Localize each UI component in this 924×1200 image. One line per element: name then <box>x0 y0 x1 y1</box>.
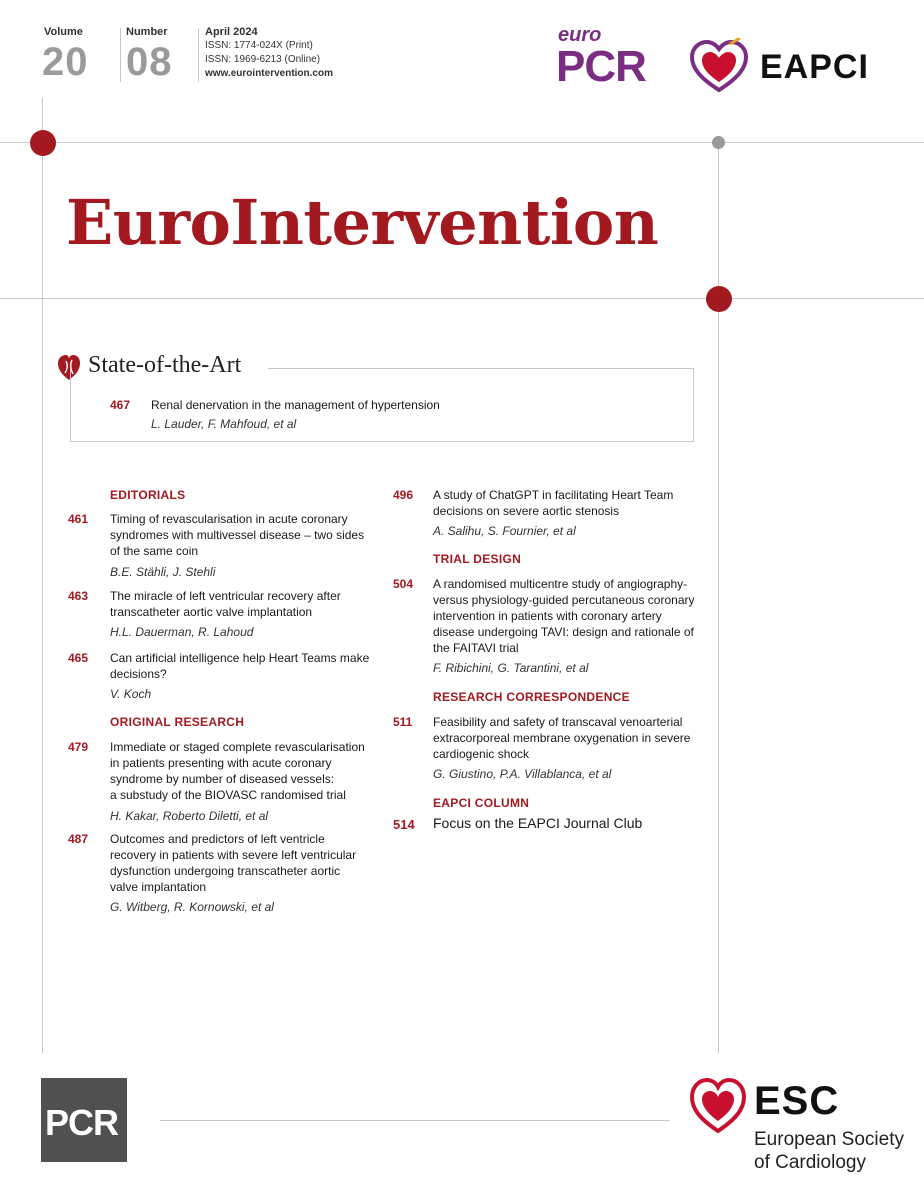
original-2-title-line: Outcomes and predictors of left ventricle <box>110 832 325 846</box>
issue-number-label: Number <box>126 26 168 38</box>
correspondence-authors: G. Giustino, P.A. Villablanca, et al <box>433 767 612 781</box>
editorial-3-title-line: decisions? <box>110 667 167 681</box>
chatgpt-study-authors: A. Salihu, S. Fournier, et al <box>433 524 576 538</box>
trial-design-title-line: A randomised multicentre study of angiography- <box>433 577 688 591</box>
pcr-box-logo-text: PCR <box>45 1102 119 1143</box>
original-2-title[interactable] <box>110 831 356 895</box>
editorial-2-title[interactable] <box>110 588 341 620</box>
original-1-title-line: Immediate or staged complete revascularisation <box>110 740 365 754</box>
original-1-title-line: syndrome by number of diseased vessels: <box>110 772 335 786</box>
section-original-research-heading: ORIGINAL RESEARCH <box>110 715 245 729</box>
red-dot-title-right <box>706 286 732 312</box>
original-2-page: 487 <box>68 832 89 846</box>
section-trial-design-heading: TRIAL DESIGN <box>433 552 522 566</box>
original-2-title-line: valve implantation <box>110 880 207 894</box>
section-research-correspondence-heading: RESEARCH CORRESPONDENCE <box>433 690 630 704</box>
trial-design-authors: F. Ribichini, G. Tarantini, et al <box>433 661 589 675</box>
chatgpt-study-title-line: decisions on severe aortic stenosis <box>433 504 620 518</box>
issue-number: 08 <box>126 40 173 84</box>
volume-label: Volume <box>44 26 83 38</box>
section-editorials-heading: EDITORIALS <box>110 488 186 502</box>
editorial-3-page: 465 <box>68 651 89 665</box>
correspondence-title-line: Feasibility and safety of transcaval venoarterial <box>433 715 683 729</box>
correspondence-page: 511 <box>393 715 413 729</box>
frame-title-rule <box>0 298 924 299</box>
europcr-logo-euro: euro <box>558 24 602 46</box>
frame-top-rule <box>0 142 924 143</box>
issn-online: ISSN: 1969-6213 (Online) <box>205 54 321 65</box>
sota-box-top-rule <box>268 368 693 369</box>
original-1-authors: H. Kakar, Roberto Diletti, et al <box>110 809 269 823</box>
volume-number: 20 <box>42 40 89 84</box>
editorial-1-page: 461 <box>68 512 89 526</box>
chatgpt-study-title[interactable] <box>433 487 673 519</box>
editorial-2-title-line: The miracle of left ventricular recovery after <box>110 589 341 603</box>
editorial-1-title-line: syndromes with multivessel disease – two sides <box>110 528 365 542</box>
trial-design-title-line: intervention in patients with coronary artery <box>433 609 662 623</box>
trial-design-title[interactable] <box>433 576 695 656</box>
issue-info <box>205 25 333 81</box>
eapci-logo <box>690 38 880 96</box>
state-of-the-art-heading: State-of-the-Art <box>88 352 242 378</box>
original-2-title-line: dysfunction undergoing transcatheter aortic <box>110 864 341 878</box>
esc-logo <box>690 1075 910 1175</box>
original-1-title-line: a substudy of the BIOVASC randomised trial <box>110 788 346 802</box>
section-eapci-column-heading: EAPCI COLUMN <box>433 796 530 810</box>
original-2-authors: G. Witberg, R. Kornowski, et al <box>110 900 274 914</box>
editorial-1-authors: B.E. Stähli, J. Stehli <box>110 565 216 579</box>
original-2-title-line: recovery in patients with severe left ventricular <box>110 848 357 862</box>
editorial-2-title-line: transcatheter aortic valve implantation <box>110 605 313 619</box>
trial-design-title-line: versus physiology-guided percutaneous coronary <box>433 593 695 607</box>
original-1-page: 479 <box>68 740 89 754</box>
journal-title: EuroIntervention <box>66 186 659 259</box>
masthead-divider-2 <box>198 28 199 82</box>
trial-design-title-line: the FAITAVI trial <box>433 641 519 655</box>
issue-date: April 2024 <box>205 26 258 38</box>
eapci-wordmark: EAPCI <box>760 48 869 86</box>
editorial-2-page: 463 <box>68 589 89 603</box>
eapci-column-title[interactable]: Focus on the EAPCI Journal Club <box>433 815 643 831</box>
editorial-1-title-line: of the same coin <box>110 544 199 558</box>
eapci-column-page: 514 <box>393 817 415 832</box>
editorial-3-title-line: Can artificial intelligence help Heart Teams make <box>110 651 370 665</box>
editorial-1-title-line: Timing of revascularisation in acute coronary <box>110 512 348 526</box>
chatgpt-study-title-line: A study of ChatGPT in facilitating Heart Team <box>433 488 674 502</box>
masthead-divider-1 <box>120 28 121 82</box>
correspondence-title-line: cardiogenic shock <box>433 747 530 761</box>
website-link[interactable]: www.eurointervention.com <box>205 68 333 79</box>
sota-article-title[interactable]: Renal denervation in the management of hypertension <box>151 398 440 412</box>
esc-full-name-line-2: of Cardiology <box>754 1152 866 1173</box>
editorial-3-authors: V. Koch <box>110 687 152 701</box>
sota-page-number: 467 <box>110 398 131 412</box>
original-1-title[interactable] <box>110 739 365 803</box>
trial-design-title-line: disease undergoing TAVI: design and rationale of <box>433 625 694 639</box>
chatgpt-study-page: 496 <box>393 488 414 502</box>
esc-full-name-line-1: European Society <box>754 1129 904 1150</box>
esc-heart-icon <box>690 1077 746 1135</box>
esc-short-name: ESC <box>754 1079 840 1123</box>
pcr-box-logo <box>41 1078 127 1162</box>
red-dot-top-left <box>30 130 56 156</box>
eapci-heart-icon <box>690 38 748 96</box>
original-1-title-line: in patients presenting with acute coronary <box>110 756 332 770</box>
grey-dot-top-right <box>712 136 725 149</box>
editorial-2-authors: H.L. Dauerman, R. Lahoud <box>110 625 254 639</box>
correspondence-title-line: extracorporeal membrane oxygenation in severe <box>433 731 691 745</box>
europcr-logo-pcr: PCR <box>556 42 646 91</box>
editorial-3-title[interactable] <box>110 650 369 682</box>
issn-print: ISSN: 1774-024X (Print) <box>205 40 313 51</box>
trial-design-page: 504 <box>393 577 414 591</box>
frame-right-rule <box>718 142 719 1053</box>
sota-authors: L. Lauder, F. Mahfoud, et al <box>151 417 297 431</box>
footer-rule <box>160 1120 670 1121</box>
correspondence-title[interactable] <box>433 714 690 762</box>
europcr-logo <box>556 24 656 91</box>
editorial-1-title[interactable] <box>110 511 364 559</box>
frame-left-rule <box>42 98 43 1053</box>
